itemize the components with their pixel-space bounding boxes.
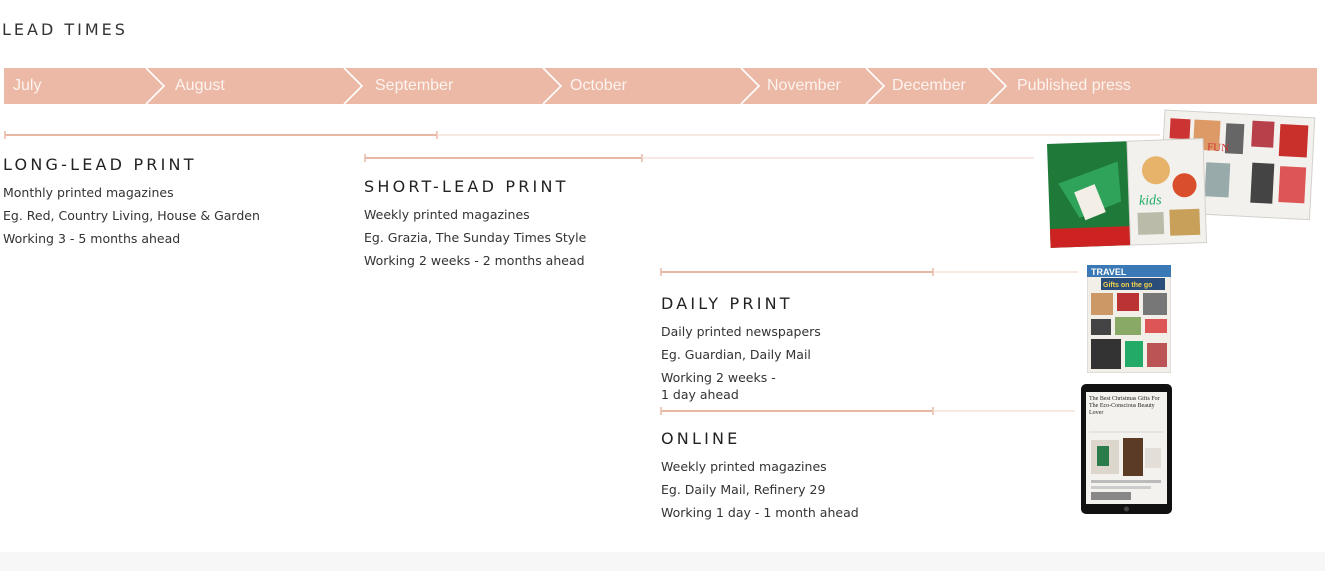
section-daily-print [661,294,821,409]
tablet-headline: The Best Christmas Gifts For The Eco-Conscious Beauty Lover [1089,396,1160,416]
svg-text:TRAVEL: TRAVEL [1091,267,1127,277]
footer-band [0,552,1325,571]
month-label-august: August [175,77,225,94]
magazine-spreads-image [1045,108,1323,260]
month-label-september: September [375,77,454,94]
section-working: Working 2 weeks - 2 months ahead [364,253,585,268]
svg-text:kids: kids [1138,193,1162,209]
daily-print-range [661,268,1078,276]
tablet-article-image [1081,384,1172,514]
month-label-november: November [767,77,841,94]
svg-text:FUN: FUN [1206,141,1230,155]
section-working-line2: 1 day ahead [661,387,739,402]
short-lead-range [365,154,1034,162]
section-working: Working 3 - 5 months ahead [3,231,181,246]
month-label-published-press: Published press [1017,77,1131,94]
section-examples: Eg. Guardian, Daily Mail [661,347,811,362]
section-long-lead-print [3,155,260,253]
section-title: DAILY PRINT [661,294,793,313]
svg-text:Gifts on the go: Gifts on the go [1103,282,1153,289]
section-short-lead-print [364,177,586,275]
month-label-december: December [892,77,966,94]
section-title: ONLINE [661,429,741,448]
section-examples: Eg. Daily Mail, Refinery 29 [661,482,826,497]
section-title: LONG-LEAD PRINT [3,155,197,174]
section-examples: Eg. Red, Country Living, House & Garden [3,208,260,223]
section-examples: Eg. Grazia, The Sunday Times Style [364,230,587,245]
newspaper-page-image [1087,265,1171,373]
section-online [661,429,859,527]
section-title: SHORT-LEAD PRINT [364,177,569,196]
section-subtitle: Monthly printed magazines [3,185,174,200]
section-subtitle: Weekly printed magazines [661,459,827,474]
section-subtitle: Daily printed newspapers [661,324,821,339]
page-title: LEAD TIMES [2,20,128,39]
section-working-line1: Working 2 weeks - [661,370,776,385]
section-subtitle: Weekly printed magazines [364,207,530,222]
long-lead-range [5,131,1160,139]
month-label-october: October [570,77,627,94]
section-working: Working 1 day - 1 month ahead [661,505,859,520]
month-label-july: July [13,77,42,94]
